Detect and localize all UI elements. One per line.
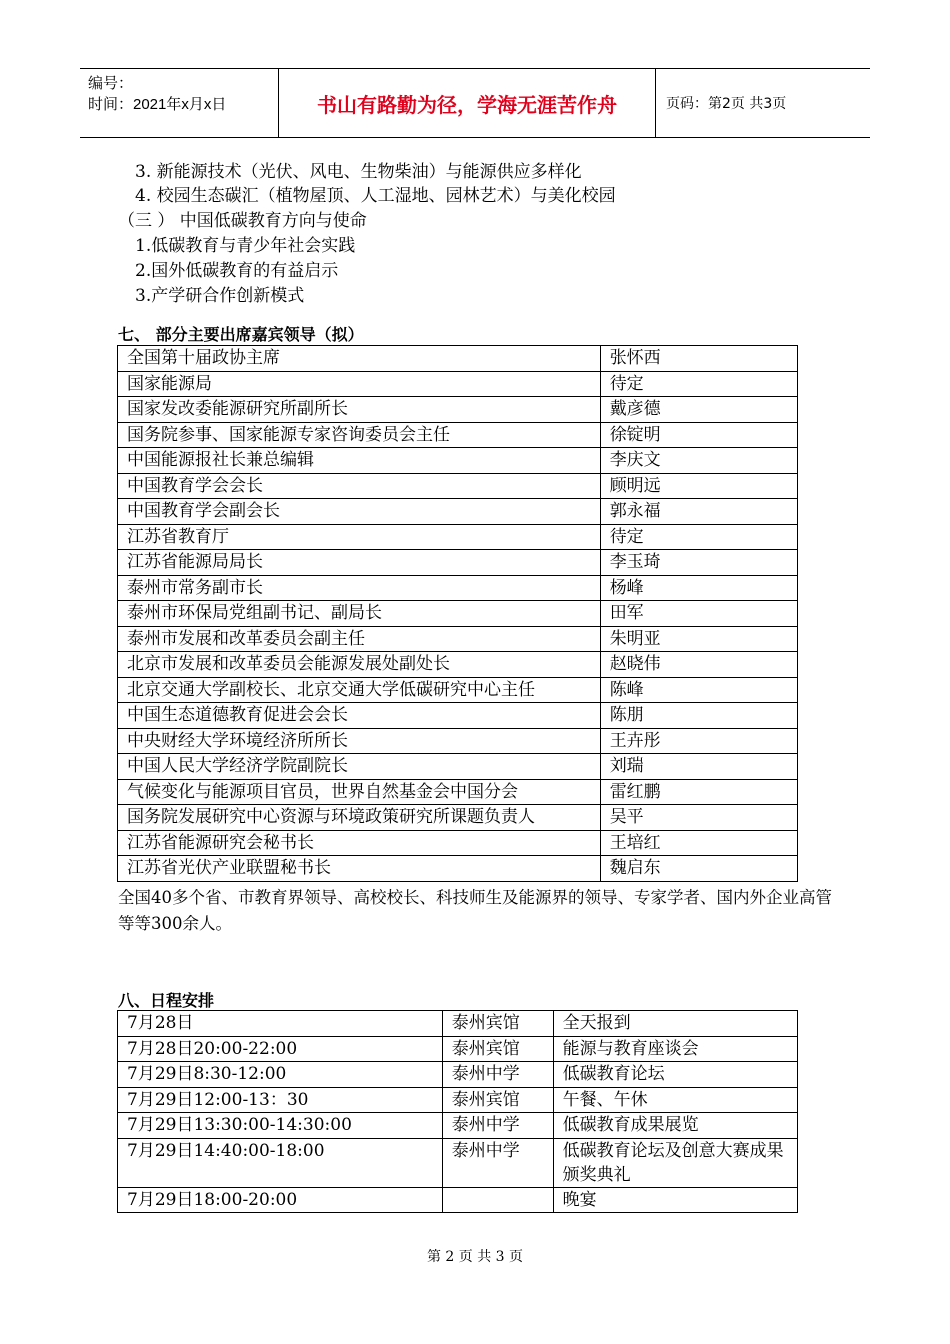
guest-name: 陈朋 [600, 703, 797, 729]
guest-title: 中央财经大学环境经济所所长 [118, 728, 601, 754]
schedule-time: 7月29日12:00-13：30 [118, 1087, 443, 1113]
schedule-event: 午餐、午休 [553, 1087, 797, 1113]
attendance-note: 全国40多个省、市教育界领导、高校校长、科技师生及能源界的领导、专家学者、国内外企业高管等等300余人。 [118, 888, 832, 933]
guest-name: 陈峰 [600, 677, 797, 703]
table-row [118, 1036, 798, 1062]
table-row [118, 371, 798, 397]
number-label: 编号： [88, 75, 134, 92]
guest-title: 泰州市发展和改革委员会副主任 [118, 626, 601, 652]
guest-name: 雷红鹏 [600, 779, 797, 805]
table-row [118, 779, 798, 805]
guest-name: 杨峰 [600, 575, 797, 601]
page-footer: 第 2 页 共 3 页 [426, 1249, 524, 1265]
guest-name: 魏启东 [600, 856, 797, 882]
table-row [118, 754, 798, 780]
table-row [118, 1138, 798, 1187]
schedule-event: 低碳教育成果展览 [553, 1113, 797, 1139]
table-row [118, 499, 798, 525]
table-row [118, 1187, 798, 1213]
guest-name: 张怀西 [600, 346, 797, 372]
schedule-place: 泰州宾馆 [442, 1011, 553, 1037]
schedule-event: 低碳教育论坛及创意大赛成果颁奖典礼 [553, 1138, 797, 1187]
table-row [118, 652, 798, 678]
table-row [118, 856, 798, 882]
time-label: 时间：2021年x月x日 [88, 96, 227, 113]
guest-title: 国家发改委能源研究所副所长 [118, 397, 601, 423]
table-row [118, 1087, 798, 1113]
list-item: 1.低碳教育与青少年社会实践 [135, 236, 356, 256]
table-row [118, 448, 798, 474]
guest-title: 北京市发展和改革委员会能源发展处副处长 [118, 652, 601, 678]
guest-title: 泰州市环保局党组副书记、副局长 [118, 601, 601, 627]
schedule-place [442, 1187, 553, 1213]
section-7-title: 七、 部分主要出席嘉宾领导（拟） [118, 325, 364, 344]
guest-title: 中国教育学会副会长 [118, 499, 601, 525]
list-item: 3.产学研合作创新模式 [135, 286, 305, 306]
schedule-place: 泰州中学 [442, 1062, 553, 1088]
guest-name: 待定 [600, 371, 797, 397]
guest-name: 李玉琦 [600, 550, 797, 576]
schedule-time: 7月29日8:30-12:00 [118, 1062, 443, 1088]
table-row [118, 1011, 798, 1037]
table-row [118, 677, 798, 703]
guest-title: 江苏省能源局局长 [118, 550, 601, 576]
table-row [118, 805, 798, 831]
guest-title: 中国生态道德教育促进会会长 [118, 703, 601, 729]
guest-title: 气候变化与能源项目官员，世界自然基金会中国分会 [118, 779, 601, 805]
guest-name: 李庆文 [600, 448, 797, 474]
table-row [118, 550, 798, 576]
guest-name: 吴平 [600, 805, 797, 831]
guest-title: 国家能源局 [118, 371, 601, 397]
guest-title: 国务院参事、国家能源专家咨询委员会主任 [118, 422, 601, 448]
table-row [118, 1062, 798, 1088]
header-motto: 书山有路勤为径，学海无涯苦作舟 [279, 69, 656, 137]
list-item: 2.国外低碳教育的有益启示 [135, 261, 339, 281]
schedule-event: 全天报到 [553, 1011, 797, 1037]
list-item: 3. 新能源技术（光伏、风电、生物柴油）与能源供应多样化 [135, 162, 582, 182]
guest-name: 王培红 [600, 830, 797, 856]
guest-title: 中国人民大学经济学院副院长 [118, 754, 601, 780]
schedule-table [117, 1010, 798, 1213]
guest-title: 江苏省光伏产业联盟秘书长 [118, 856, 601, 882]
schedule-time: 7月29日18:00-20:00 [118, 1187, 443, 1213]
table-row [118, 422, 798, 448]
table-row [118, 703, 798, 729]
guest-name: 徐锭明 [600, 422, 797, 448]
schedule-event: 低碳教育论坛 [553, 1062, 797, 1088]
guest-table [117, 345, 798, 882]
schedule-place: 泰州中学 [442, 1113, 553, 1139]
schedule-time: 7月29日14:40:00-18:00 [118, 1138, 443, 1187]
table-row [118, 473, 798, 499]
guest-title: 江苏省教育厅 [118, 524, 601, 550]
guest-title: 江苏省能源研究会秘书长 [118, 830, 601, 856]
page-header [80, 68, 870, 138]
schedule-place: 泰州宾馆 [442, 1036, 553, 1062]
guest-name: 郭永福 [600, 499, 797, 525]
schedule-event: 晚宴 [553, 1187, 797, 1213]
header-meta [80, 69, 279, 137]
guest-name: 刘瑞 [600, 754, 797, 780]
table-row [118, 830, 798, 856]
guest-title: 泰州市常务副市长 [118, 575, 601, 601]
schedule-time: 7月28日 [118, 1011, 443, 1037]
table-row [118, 626, 798, 652]
table-row [118, 1113, 798, 1139]
list-item: 4. 校园生态碳汇（植物屋顶、人工湿地、园林艺术）与美化校园 [135, 186, 616, 206]
guest-name: 田军 [600, 601, 797, 627]
section-8-title: 八、日程安排 [118, 991, 215, 1010]
guest-name: 朱明亚 [600, 626, 797, 652]
schedule-place: 泰州宾馆 [442, 1087, 553, 1113]
schedule-event: 能源与教育座谈会 [553, 1036, 797, 1062]
guest-name: 赵晓伟 [600, 652, 797, 678]
guest-name: 顾明远 [600, 473, 797, 499]
guest-title: 全国第十届政协主席 [118, 346, 601, 372]
schedule-time: 7月28日20:00-22:00 [118, 1036, 443, 1062]
guest-title: 中国教育学会会长 [118, 473, 601, 499]
header-page-info: 页码：第2页 共3页 [666, 96, 787, 112]
subsection-heading: （三 ） 中国低碳教育方向与使命 [118, 211, 367, 231]
schedule-place: 泰州中学 [442, 1138, 553, 1187]
table-row [118, 397, 798, 423]
guest-title: 北京交通大学副校长、北京交通大学低碳研究中心主任 [118, 677, 601, 703]
table-row [118, 728, 798, 754]
schedule-time: 7月29日13:30:00-14:30:00 [118, 1113, 443, 1139]
guest-title: 国务院发展研究中心资源与环境政策研究所课题负责人 [118, 805, 601, 831]
guest-name: 待定 [600, 524, 797, 550]
table-row [118, 346, 798, 372]
guest-name: 王卉彤 [600, 728, 797, 754]
table-row [118, 575, 798, 601]
table-row [118, 524, 798, 550]
table-row [118, 601, 798, 627]
guest-name: 戴彦德 [600, 397, 797, 423]
guest-title: 中国能源报社长兼总编辑 [118, 448, 601, 474]
